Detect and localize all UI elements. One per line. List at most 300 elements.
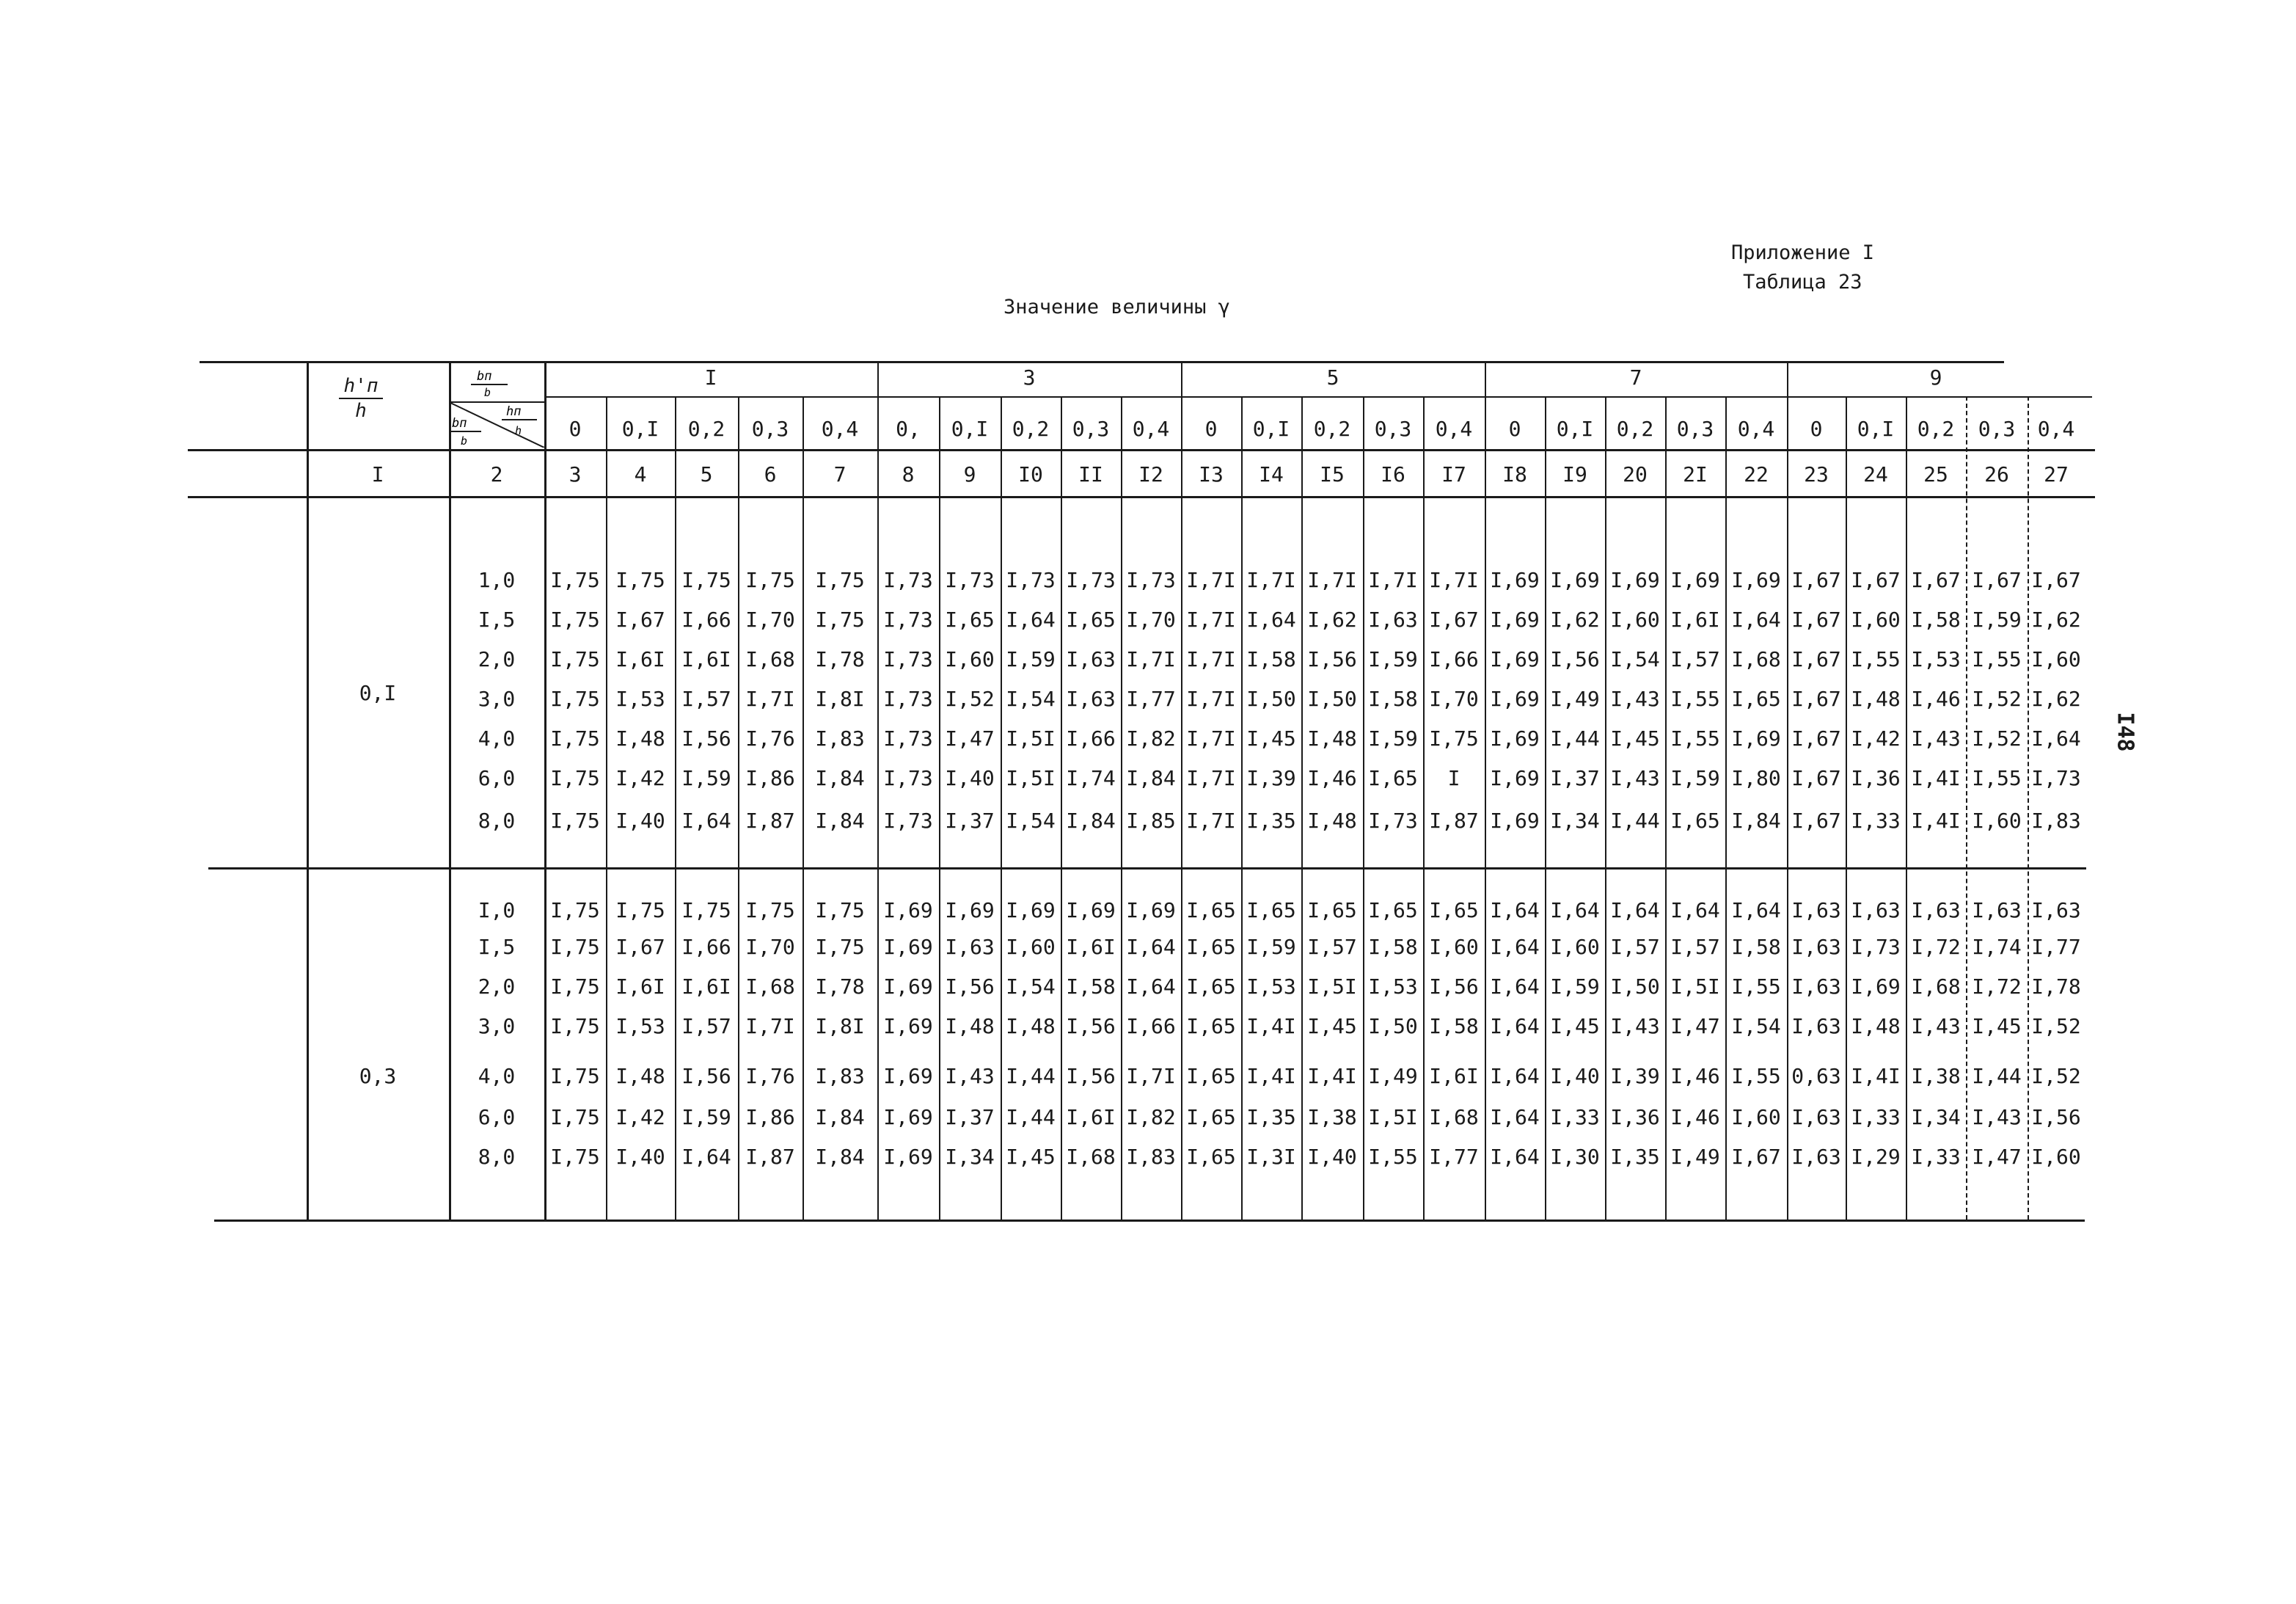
subcolumn-header: 0,I — [1857, 417, 1895, 441]
table-cell: I,69 — [883, 1145, 933, 1169]
table-cell: I,82 — [1126, 1105, 1176, 1129]
table-cell: I,63 — [1791, 898, 1841, 922]
table-cell: I,73 — [945, 568, 995, 592]
table-cell: I,73 — [1368, 809, 1418, 833]
table-cell: I,69 — [1490, 608, 1540, 632]
table-cell: I,63 — [1066, 687, 1116, 711]
table-cell: I,64 — [1126, 935, 1176, 959]
table-cell: I,76 — [745, 726, 795, 751]
table-cell: I,73 — [1126, 568, 1176, 592]
table-cell: I,48 — [1006, 1014, 1056, 1038]
table-cell: I,63 — [945, 935, 995, 959]
table-cell: I,7I — [745, 1014, 795, 1038]
table-cell: I,35 — [1610, 1145, 1660, 1169]
table-cell: I,53 — [1246, 974, 1296, 999]
table-cell: I,7I — [1186, 726, 1236, 751]
table-cell: I,6I — [1429, 1064, 1479, 1088]
table-cell: I,48 — [1851, 687, 1901, 711]
table-cell: I,64 — [1731, 608, 1781, 632]
table-cell: I,57 — [1670, 647, 1720, 671]
subcolumn-header: 0,2 — [1917, 417, 1955, 441]
table-cell: I,43 — [945, 1064, 995, 1088]
subcolumn-header: 0,4 — [1132, 417, 1170, 441]
table-cell: I,39 — [1610, 1064, 1660, 1088]
table-cell: I,86 — [745, 1105, 795, 1129]
subcolumn-header: 0,4 — [1737, 417, 1775, 441]
table-cell: I,73 — [883, 809, 933, 833]
table-cell: I,56 — [1550, 647, 1600, 671]
table-cell: I,75 — [815, 898, 865, 922]
table-cell: I,60 — [2031, 647, 2081, 671]
table-cell: I,67 — [1731, 1145, 1781, 1169]
subcolumn-header: 0 — [1508, 417, 1521, 441]
table-cell: I,73 — [1006, 568, 1056, 592]
table-cell: I,65 — [1186, 974, 1236, 999]
rule-col-divider — [1061, 396, 1062, 1220]
table-cell: I,36 — [1610, 1105, 1660, 1129]
table-cell: I,29 — [1851, 1145, 1901, 1169]
table-cell: I,56 — [1307, 647, 1357, 671]
table-cell: I,7I — [1186, 647, 1236, 671]
table-cell: I,75 — [681, 898, 731, 922]
table-cell: I,43 — [1610, 687, 1660, 711]
h-ratio-value: 0,3 — [359, 1064, 397, 1088]
table-cell: I,75 — [550, 974, 600, 999]
table-cell: I,60 — [945, 647, 995, 671]
table-cell: I,5I — [1307, 974, 1357, 999]
table-cell: I,5I — [1006, 766, 1056, 790]
group-header-7: 7 — [1629, 365, 1642, 390]
table-cell: I,75 — [550, 1145, 600, 1169]
table-cell: I,59 — [1368, 647, 1418, 671]
table-cell: I,67 — [1791, 809, 1841, 833]
table-cell: I,73 — [883, 726, 933, 751]
table-cell: I,64 — [1490, 1105, 1540, 1129]
rule-col-divider — [1001, 396, 1002, 1220]
column-number: I0 — [1018, 462, 1043, 486]
table-cell: I,63 — [1791, 1014, 1841, 1038]
table-cell: I,33 — [1851, 1105, 1901, 1129]
table-cell: I,66 — [1429, 647, 1479, 671]
table-cell: I,50 — [1246, 687, 1296, 711]
corner-top-denominator: b — [484, 386, 491, 399]
table-cell: I,76 — [745, 1064, 795, 1088]
subcolumn-header: 0,I — [1556, 417, 1594, 441]
table-cell: I,65 — [1186, 935, 1236, 959]
table-cell: I,67 — [1911, 568, 1961, 592]
table-cell: I,60 — [1610, 608, 1660, 632]
table-cell: I,56 — [1066, 1064, 1116, 1088]
table-cell: I,52 — [2031, 1014, 2081, 1038]
table-cell: I,69 — [945, 898, 995, 922]
table-cell: I,64 — [1670, 898, 1720, 922]
table-cell: 0,63 — [1791, 1064, 1841, 1088]
table-cell: I,75 — [550, 568, 600, 592]
table-cell: I,43 — [1610, 1014, 1660, 1038]
table-cell: I,60 — [1731, 1105, 1781, 1129]
table-cell: I,6I — [1066, 1105, 1116, 1129]
table-cell: I,65 — [1186, 1064, 1236, 1088]
table-cell: I,54 — [1610, 647, 1660, 671]
table-cell: I,77 — [1429, 1145, 1479, 1169]
table-cell: I,75 — [550, 898, 600, 922]
subcolumn-header: 0,3 — [1072, 417, 1110, 441]
table-cell: I,69 — [1550, 568, 1600, 592]
table-cell: I,43 — [1972, 1105, 2022, 1129]
table-cell: I,64 — [1731, 898, 1781, 922]
rule-col-divider — [1665, 396, 1667, 1220]
column-number: 5 — [700, 462, 713, 486]
table-cell: I,37 — [1550, 766, 1600, 790]
table-cell: I,52 — [1972, 726, 2022, 751]
table-cell: I,75 — [1429, 726, 1479, 751]
table-cell: I,40 — [945, 766, 995, 790]
table-cell: I,64 — [1490, 1064, 1540, 1088]
table-cell: I,67 — [1791, 726, 1841, 751]
table-cell: I,64 — [1490, 1014, 1540, 1038]
table-cell: I,59 — [1246, 935, 1296, 959]
table-cell: I,75 — [550, 608, 600, 632]
table-cell: I,86 — [745, 766, 795, 790]
column-number: 24 — [1863, 462, 1888, 486]
table-cell: I,42 — [615, 1105, 665, 1129]
table-cell: I,75 — [815, 608, 865, 632]
table-cell: I,69 — [883, 898, 933, 922]
rule-col2-left — [449, 361, 451, 1220]
subcolumn-header: 0,I — [951, 417, 989, 441]
table-cell: I,65 — [1186, 1014, 1236, 1038]
table-cell: I,35 — [1246, 809, 1296, 833]
table-cell: I,47 — [945, 726, 995, 751]
subcolumn-header: 0 — [1810, 417, 1823, 441]
table-cell: I,63 — [1851, 898, 1901, 922]
table-cell: I,73 — [2031, 766, 2081, 790]
table-cell: I,63 — [1972, 898, 2022, 922]
table-cell: I,62 — [2031, 608, 2081, 632]
subcolumn-header: 0,4 — [1435, 417, 1473, 441]
table-cell: I,4I — [1307, 1064, 1357, 1088]
row-b-ratio: 3,0 — [478, 687, 516, 711]
table-cell: I,43 — [1610, 766, 1660, 790]
table-cell: I,65 — [1368, 766, 1418, 790]
table-cell: I,65 — [1066, 608, 1116, 632]
table-cell: I,64 — [1246, 608, 1296, 632]
table-cell: I,56 — [681, 726, 731, 751]
table-cell: I,64 — [1490, 1145, 1540, 1169]
table-cell: I,69 — [1126, 898, 1176, 922]
column-number: 26 — [1984, 462, 2009, 486]
rule-col-divider — [877, 361, 879, 1220]
column-number: I7 — [1441, 462, 1466, 486]
table-cell: I,69 — [883, 1014, 933, 1038]
table-cell: I,57 — [1610, 935, 1660, 959]
rule-col-divider — [1846, 396, 1847, 1220]
table-cell: I,83 — [1126, 1145, 1176, 1169]
table-cell: I,5I — [1006, 726, 1056, 751]
column-number: 22 — [1744, 462, 1769, 486]
table-cell: I,50 — [1307, 687, 1357, 711]
table-cell: I,7I — [1429, 568, 1479, 592]
subcolumn-header: 0,3 — [751, 417, 789, 441]
table-cell: I,65 — [1186, 1105, 1236, 1129]
table-cell: I,7I — [1126, 647, 1176, 671]
column-number: 23 — [1804, 462, 1829, 486]
row-b-ratio: 6,0 — [478, 1105, 516, 1129]
table-cell: I,50 — [1368, 1014, 1418, 1038]
table-cell: I,7I — [1307, 568, 1357, 592]
table-cell: I,69 — [883, 935, 933, 959]
table-cell: I,87 — [1429, 809, 1479, 833]
table-cell: I,7I — [1186, 809, 1236, 833]
table-cell: I,60 — [1550, 935, 1600, 959]
rule-col-divider — [1181, 361, 1182, 1220]
row-b-ratio: 4,0 — [478, 1064, 516, 1088]
table-cell: I,75 — [615, 898, 665, 922]
table-cell: I,62 — [2031, 687, 2081, 711]
rule-col-divider — [675, 396, 676, 1220]
table-cell: I,40 — [1550, 1064, 1600, 1088]
table-cell: I,8I — [815, 1014, 865, 1038]
table-cell: I,69 — [1066, 898, 1116, 922]
subcolumn-header: 0,3 — [1676, 417, 1714, 441]
table-cell: I,45 — [1307, 1014, 1357, 1038]
table-cell: I,87 — [745, 1145, 795, 1169]
column-number: I4 — [1259, 462, 1284, 486]
table-cell: I,60 — [1851, 608, 1901, 632]
table-cell: I,57 — [1307, 935, 1357, 959]
table-cell: I,69 — [883, 1064, 933, 1088]
column-number: I2 — [1138, 462, 1163, 486]
table-cell: I,55 — [1731, 1064, 1781, 1088]
table-cell: I,58 — [1429, 1014, 1479, 1038]
rule-col-divider — [1363, 396, 1364, 1220]
row-b-ratio: I,0 — [478, 898, 516, 922]
table-cell: I,64 — [681, 1145, 731, 1169]
table-cell: I,84 — [815, 1145, 865, 1169]
table-cell: I,67 — [615, 935, 665, 959]
table-cell: I,7I — [1186, 687, 1236, 711]
table-cell: I,69 — [1490, 726, 1540, 751]
subcolumn-header: 0 — [568, 417, 582, 441]
table-cell: I,47 — [1972, 1145, 2022, 1169]
table-cell: I,59 — [681, 1105, 731, 1129]
table-cell: I,38 — [1307, 1105, 1357, 1129]
table-cell: I,7I — [1246, 568, 1296, 592]
table-cell: I,40 — [615, 809, 665, 833]
subcolumn-header: 0,I — [621, 417, 659, 441]
table-cell: I,78 — [815, 974, 865, 999]
table-cell: I,7I — [745, 687, 795, 711]
table-cell: I,38 — [1911, 1064, 1961, 1088]
table-cell: I,58 — [1731, 935, 1781, 959]
table-cell: I,65 — [1186, 898, 1236, 922]
table-cell: I,53 — [615, 687, 665, 711]
corner-right-denominator: h — [515, 424, 522, 437]
table-cell: I,3I — [1246, 1145, 1296, 1169]
table-cell: I,73 — [1851, 935, 1901, 959]
table-cell: I,48 — [1851, 1014, 1901, 1038]
rule-col-divider — [1121, 396, 1122, 1220]
subcolumn-header: 0,2 — [687, 417, 725, 441]
table-cell: I,75 — [550, 1014, 600, 1038]
table-cell: I,5I — [1670, 974, 1720, 999]
table-cell: I,4I — [1246, 1064, 1296, 1088]
rule-col-divider — [2028, 396, 2029, 1220]
table-cell: I,46 — [1670, 1064, 1720, 1088]
row-b-ratio: 1,0 — [478, 568, 516, 592]
table-cell: I,84 — [815, 1105, 865, 1129]
table-cell: I,73 — [1066, 568, 1116, 592]
table-cell: I,75 — [815, 935, 865, 959]
table-cell: I,60 — [1972, 809, 2022, 833]
table-cell: I,45 — [1006, 1145, 1056, 1169]
table-cell: I,54 — [1006, 809, 1056, 833]
table-cell: I,34 — [1911, 1105, 1961, 1129]
rule-groups — [544, 396, 2092, 398]
table-cell: I,57 — [681, 687, 731, 711]
column-number: I3 — [1199, 462, 1224, 486]
table-cell: I,6I — [1066, 935, 1116, 959]
table-cell: I,6I — [615, 974, 665, 999]
table-cell: I,69 — [1490, 568, 1540, 592]
table-cell: I,63 — [1791, 974, 1841, 999]
table-cell: I,7I — [1368, 568, 1418, 592]
table-cell: I,45 — [1972, 1014, 2022, 1038]
table-number: Таблица 23 — [1743, 271, 1862, 294]
table-cell: I,69 — [883, 974, 933, 999]
table-cell: I,82 — [1126, 726, 1176, 751]
table-cell: I,55 — [1972, 647, 2022, 671]
rule-col-divider — [1545, 396, 1546, 1220]
table-cell: I,57 — [1670, 935, 1720, 959]
table-cell: I,46 — [1307, 766, 1357, 790]
table-cell: I,69 — [1006, 898, 1056, 922]
table-cell: I,59 — [1972, 608, 2022, 632]
table-cell: I,65 — [945, 608, 995, 632]
table-cell: I,78 — [815, 647, 865, 671]
table-cell: I,84 — [1731, 809, 1781, 833]
table-cell: I,69 — [883, 1105, 933, 1129]
row-b-ratio: 6,0 — [478, 766, 516, 790]
row-b-ratio: 3,0 — [478, 1014, 516, 1038]
corner-right-numerator: hп — [506, 404, 522, 419]
table-cell: I,44 — [1550, 726, 1600, 751]
table-cell: I,45 — [1610, 726, 1660, 751]
subcolumn-header: 0,4 — [821, 417, 859, 441]
table-cell: I,85 — [1126, 809, 1176, 833]
table-cell: I,6I — [615, 647, 665, 671]
subcolumn-header: 0 — [1204, 417, 1218, 441]
rule-col-divider — [606, 396, 607, 1220]
table-cell: I,55 — [1731, 974, 1781, 999]
column-number: 8 — [902, 462, 915, 486]
table-cell: I,65 — [1368, 898, 1418, 922]
table-cell: I,58 — [1911, 608, 1961, 632]
table-cell: I,83 — [2031, 809, 2081, 833]
table-cell: I,75 — [550, 687, 600, 711]
table-cell: I,62 — [1307, 608, 1357, 632]
rule-col-divider — [939, 396, 940, 1220]
table-cell: I,33 — [1911, 1145, 1961, 1169]
table-cell: I,60 — [1429, 935, 1479, 959]
table-cell: I,55 — [1972, 766, 2022, 790]
rule-section-separator — [208, 867, 2086, 870]
table-cell: I,75 — [550, 647, 600, 671]
rule-col-divider — [1423, 396, 1425, 1220]
table-cell: I,77 — [1126, 687, 1176, 711]
table-cell: I,64 — [1490, 974, 1540, 999]
table-cell: I,73 — [883, 687, 933, 711]
table-cell: I,58 — [1246, 647, 1296, 671]
subcolumn-header: 0, — [896, 417, 921, 441]
rule-col-divider — [738, 396, 739, 1220]
column-number: I5 — [1320, 462, 1345, 486]
subcolumn-header: 0,2 — [1616, 417, 1654, 441]
column-number: 6 — [764, 462, 777, 486]
table-cell: I,64 — [1006, 608, 1056, 632]
table-cell: I,59 — [1006, 647, 1056, 671]
table-cell: I,75 — [550, 726, 600, 751]
corner-header — [449, 367, 544, 448]
table-cell: I,67 — [1791, 687, 1841, 711]
table-cell: I,69 — [1610, 568, 1660, 592]
table-cell: I,64 — [1490, 898, 1540, 922]
table-cell: I,59 — [681, 766, 731, 790]
appendix-label: Приложение I — [1731, 241, 1875, 264]
table-cell: I,52 — [2031, 1064, 2081, 1088]
table-cell: I,55 — [1851, 647, 1901, 671]
column-number: I8 — [1502, 462, 1527, 486]
table-cell: I,73 — [883, 647, 933, 671]
table-cell: I,73 — [883, 568, 933, 592]
table-cell: I,45 — [1246, 726, 1296, 751]
table-cell: I,48 — [1307, 726, 1357, 751]
table-cell: I,59 — [1550, 974, 1600, 999]
table-cell: I,58 — [1066, 974, 1116, 999]
table-cell: I,67 — [1429, 608, 1479, 632]
table-cell: I,56 — [945, 974, 995, 999]
table-cell: I,55 — [1368, 1145, 1418, 1169]
table-cell: I,64 — [1490, 935, 1540, 959]
table-cell: I,37 — [945, 1105, 995, 1129]
table-cell: I,59 — [1670, 766, 1720, 790]
table-cell: I,7I — [1126, 1064, 1176, 1088]
table-cell: I,68 — [1911, 974, 1961, 999]
table-cell: I,44 — [1972, 1064, 2022, 1088]
table-cell: I,48 — [615, 726, 665, 751]
table-cell: I,75 — [815, 568, 865, 592]
table-cell: I,75 — [550, 1064, 600, 1088]
table-cell: I,4I — [1851, 1064, 1901, 1088]
table-cell: I,65 — [1429, 898, 1479, 922]
subcolumn-header: 0,3 — [1374, 417, 1412, 441]
table-cell: I,53 — [1911, 647, 1961, 671]
table-cell: I,53 — [1368, 974, 1418, 999]
table-cell: I,70 — [1429, 687, 1479, 711]
table-cell: I,67 — [615, 608, 665, 632]
row-b-ratio: I,5 — [478, 935, 516, 959]
rule-subheader — [188, 449, 2095, 451]
column-number: 3 — [568, 462, 582, 486]
column-number: 2 — [490, 462, 503, 486]
fraction-bar — [339, 398, 383, 399]
table-cell: I,69 — [1490, 647, 1540, 671]
table-cell: I,75 — [550, 809, 600, 833]
table-cell: I,87 — [745, 809, 795, 833]
table-cell: I,56 — [2031, 1105, 2081, 1129]
table-cell: I,8I — [815, 687, 865, 711]
table-cell: I,64 — [2031, 726, 2081, 751]
